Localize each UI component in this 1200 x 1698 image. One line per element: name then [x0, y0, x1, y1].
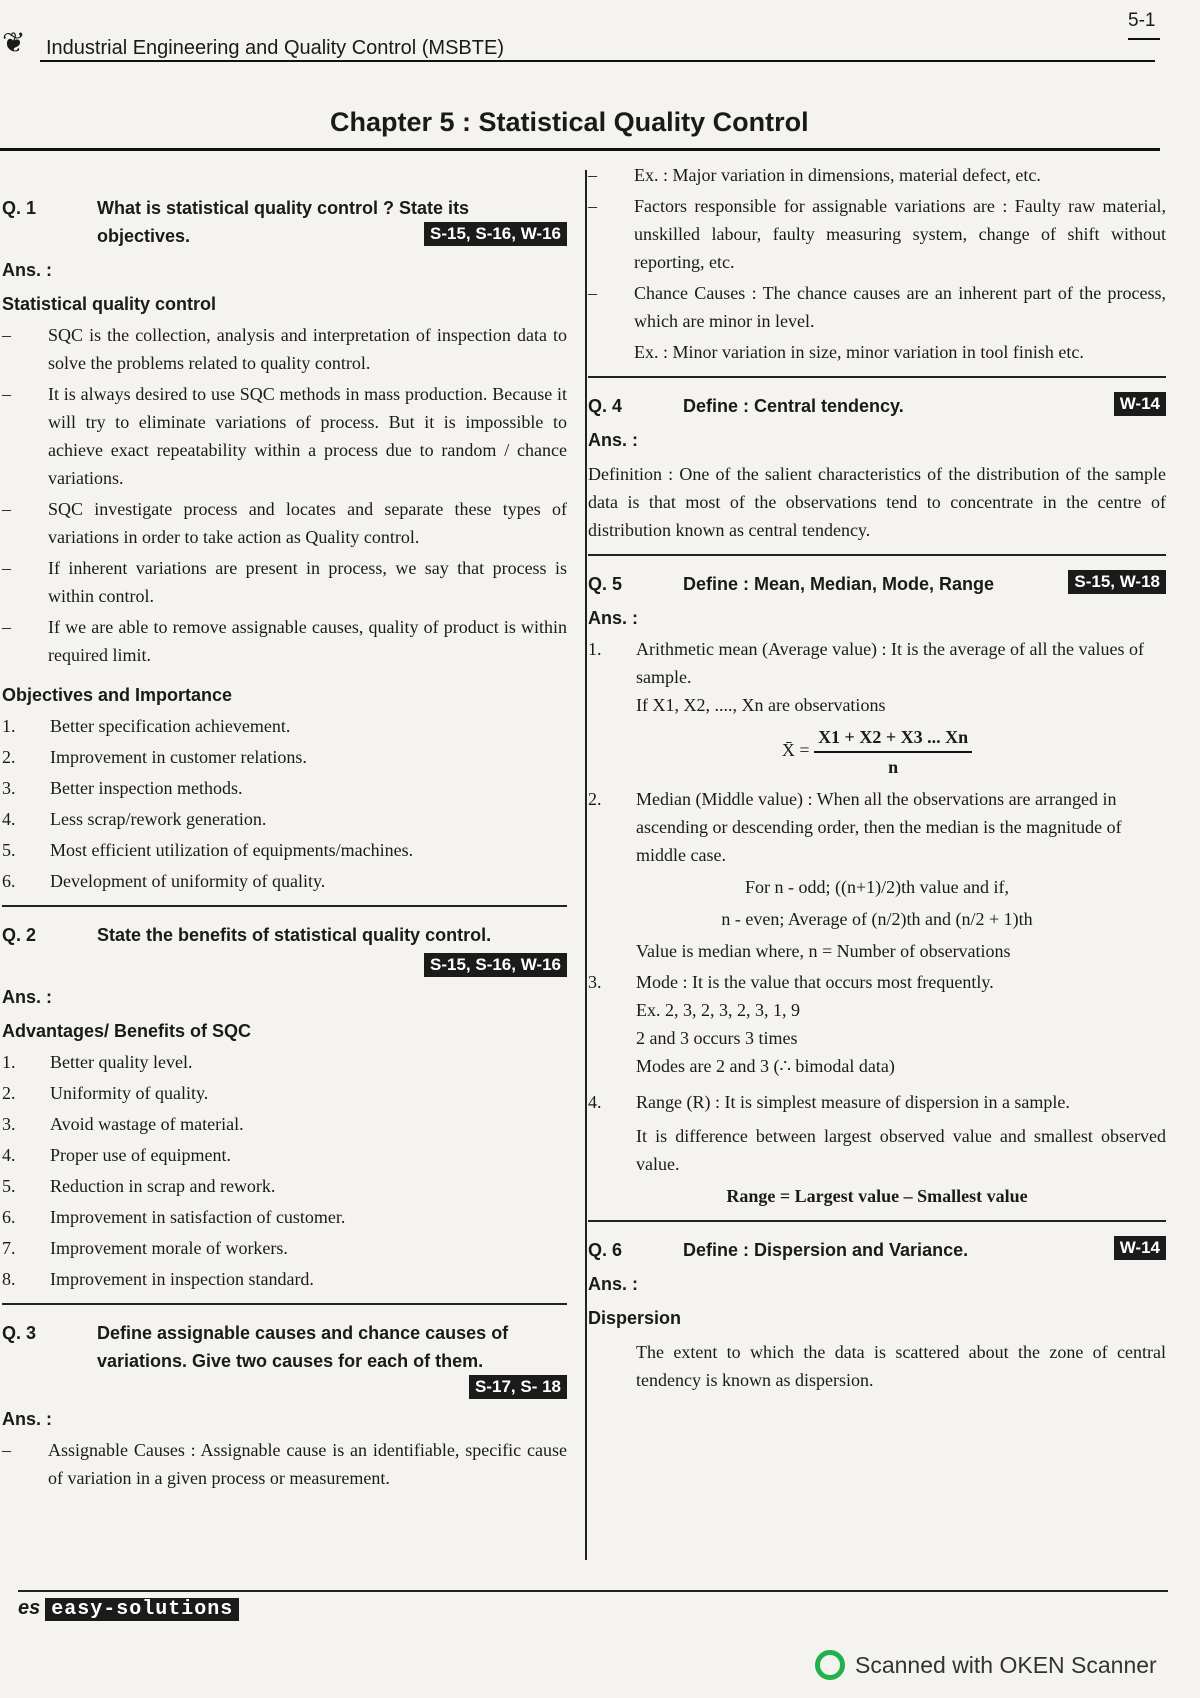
- list-item-text: Assignable Causes : Assignable cause is an identifiable, specific cause of variation in a given process or measurement.: [48, 1440, 567, 1488]
- question-number: Q. 4: [588, 396, 623, 416]
- dispersion-definition: The extent to which the data is scattered about the zone of central tendency is known as dispersion.: [636, 1342, 1166, 1390]
- mode-example: Ex. 2, 3, 2, 3, 2, 3, 1, 9: [636, 1000, 800, 1020]
- question-4: [588, 392, 1166, 420]
- section-rule: [2, 1303, 567, 1305]
- list-item: 6. Improvement in satisfaction of customer.: [2, 1203, 567, 1231]
- right-column: [588, 158, 1166, 1394]
- list-item-text: Range (R) : It is simplest measure of dispersion in a sample.: [636, 1092, 1070, 1112]
- list-item: 4. Range (R) : It is simplest measure of dispersion in a sample.: [588, 1088, 1166, 1116]
- section-rule: [588, 1220, 1166, 1222]
- scanner-watermark: [815, 1650, 1157, 1680]
- question-text: [97, 1319, 567, 1399]
- question-text: [683, 570, 1166, 598]
- exam-badge: S-15, S-16, W-16: [424, 222, 567, 246]
- list-item: 3. Avoid wastage of material.: [2, 1110, 567, 1138]
- publisher-name: easy-solutions: [45, 1598, 239, 1621]
- list-item-text: It is always desired to use SQC methods in mass production. Because it will try to eliminate variations of process. But it is impossible to achieve exact repeatability within a process due to random / chance variations.: [48, 384, 567, 488]
- question-text: State the benefits of statistical quality control.: [97, 925, 492, 945]
- list-item-text: Better inspection methods.: [50, 778, 243, 798]
- list-item: – Ex. : Major variation in dimensions, material defect, etc.: [588, 161, 1166, 189]
- publisher-brand: [18, 1597, 239, 1621]
- question-number: Q. 5: [588, 574, 623, 594]
- exam-badge: W-14: [1114, 392, 1166, 416]
- list-item-text: If we are able to remove assignable causes, quality of product is within required limit.: [48, 617, 567, 665]
- section-rule: [588, 376, 1166, 378]
- list-item-text: Less scrap/rework generation.: [50, 809, 267, 829]
- list-item: – SQC investigate process and locates and separate these types of variations in order to take action as Quality control.: [2, 495, 567, 551]
- list-item: – It is always desired to use SQC methods in mass production. Because it will try to eliminate variations of process. But it is impossible to achieve exact repeatability within a process due to random / chance variations.: [2, 380, 567, 492]
- mean-formula: [588, 723, 1166, 781]
- exam-badge: S-17, S- 18: [469, 1375, 567, 1399]
- list-item: 2. Median (Middle value) : When all the observations are arranged in ascending or descending order, then the median is the magnitude of middle case.: [588, 785, 1166, 869]
- list-item: 2. Improvement in customer relations.: [2, 743, 567, 771]
- list-item: – If inherent variations are present in process, we say that process is within control.: [2, 554, 567, 610]
- list-item-text: Improvement in customer relations.: [50, 747, 307, 767]
- definition-paragraph: Definition : One of the salient characteristics of the distribution of the sample data is that most of the observations tend to concentrate in the centre of distribution known as central tendency.: [588, 464, 1166, 540]
- question-number: Q. 2: [2, 925, 37, 945]
- list-item-text: Better quality level.: [50, 1052, 193, 1072]
- question-1: [2, 194, 567, 250]
- list-item: 1. Arithmetic mean (Average value) : It is the average of all the values of sample.: [588, 635, 1166, 691]
- list-item-text: Most efficient utilization of equipments/machines.: [50, 840, 414, 860]
- list-item: 8. Improvement in inspection standard.: [2, 1265, 567, 1293]
- question-number: Q. 6: [588, 1240, 623, 1260]
- question-text-content: Define : Mean, Median, Mode, Range: [683, 574, 995, 594]
- list-item-text: Arithmetic mean (Average value) : It is the average of all the values of sample.: [636, 639, 1144, 687]
- list-item-text: Factors responsible for assignable variations are : Faulty raw material, unskilled labour, faulty measuring system, change of shift without reporting, etc.: [634, 196, 1166, 272]
- list-item: 7. Improvement morale of workers.: [2, 1234, 567, 1262]
- section-rule: [588, 554, 1166, 556]
- answer-label: Ans. :: [588, 608, 639, 628]
- list-item-text: Improvement in inspection standard.: [50, 1269, 314, 1289]
- answer-label: Ans. :: [2, 260, 53, 280]
- book-title: Industrial Engineering and Quality Control (MSBTE): [46, 37, 504, 59]
- exam-badge: S-15, W-18: [1068, 570, 1166, 594]
- section-heading: Statistical quality control: [2, 294, 217, 314]
- list-item: 5. Reduction in scrap and rework.: [2, 1172, 567, 1200]
- question-6: [588, 1236, 1166, 1264]
- question-text: [683, 1236, 1166, 1264]
- list-item-text: Improvement morale of workers.: [50, 1238, 288, 1258]
- chapter-rule: [0, 148, 1160, 151]
- list-item: – SQC is the collection, analysis and interpretation of inspection data to solve the problems related to quality control.: [2, 321, 567, 377]
- question-text-content: What is statistical quality control ? State its objectives.: [97, 198, 470, 246]
- range-definition: It is difference between largest observed value and smallest observed value.: [636, 1126, 1166, 1174]
- mean-fraction: [814, 723, 972, 781]
- list-item: – If we are able to remove assignable causes, quality of product is within required limit.: [2, 613, 567, 669]
- range-formula: Range = Largest value – Smallest value: [726, 1186, 1028, 1206]
- list-item: – Assignable Causes : Assignable cause is an identifiable, specific cause of variation in a given process or measurement.: [2, 1436, 567, 1492]
- book-logo-icon: ❦: [2, 28, 26, 59]
- list-item-text: Development of uniformity of quality.: [50, 871, 326, 891]
- list-item-text: Better specification achievement.: [50, 716, 291, 736]
- question-text-content: Define assignable causes and chance causes of variations. Give two causes for each of them.: [97, 1323, 509, 1371]
- page-number: 5-1: [1128, 10, 1156, 31]
- list-item: 6. Development of uniformity of quality.: [2, 867, 567, 895]
- list-item-text: Median (Middle value) : When all the observations are arranged in ascending or descending order, then the median is the magnitude of middle case.: [636, 789, 1122, 865]
- list-item: 5. Most efficient utilization of equipments/machines.: [2, 836, 567, 864]
- list-item: 1. Better specification achievement.: [2, 712, 567, 740]
- median-odd-formula: For n - odd; ((n+1)/2)th value and if,: [744, 877, 1010, 897]
- left-column: [2, 180, 567, 1492]
- list-item: 4. Proper use of equipment.: [2, 1141, 567, 1169]
- scanner-text: Scanned with OKEN Scanner: [855, 1651, 1157, 1678]
- question-3: [2, 1319, 567, 1399]
- mode-example: Modes are 2 and 3 (∴ bimodal data): [636, 1056, 895, 1076]
- answer-label: Ans. :: [2, 1409, 53, 1429]
- list-item: – Chance Causes : The chance causes are an inherent part of the process, which are minor in level.: [588, 279, 1166, 335]
- list-item: 1. Better quality level.: [2, 1048, 567, 1076]
- footer-rule: [18, 1590, 1168, 1592]
- scanner-logo-icon: [815, 1650, 845, 1680]
- list-item-text: Ex. : Major variation in dimensions, material defect, etc.: [634, 165, 1041, 185]
- answer-label: Ans. :: [588, 1274, 639, 1294]
- section-heading: Objectives and Importance: [2, 685, 233, 705]
- answer-label: Ans. :: [2, 987, 53, 1007]
- list-item-text: SQC investigate process and locates and separate these types of variations in order to take action as Quality control.: [48, 499, 567, 547]
- list-item-text: Avoid wastage of material.: [50, 1114, 244, 1134]
- list-item: 3. Mode : It is the value that occurs most frequently.: [588, 968, 1166, 996]
- list-item: 3. Better inspection methods.: [2, 774, 567, 802]
- median-even-formula: n - even; Average of (n/2)th and (n/2 + 1)th: [721, 909, 1033, 929]
- mean-numerator: X1 + X2 + X3 ... Xn: [814, 723, 972, 753]
- question-5: [588, 570, 1166, 598]
- question-text: [683, 392, 1166, 420]
- list-item: [588, 338, 1166, 366]
- list-item-text: Improvement in satisfaction of customer.: [50, 1207, 346, 1227]
- list-item: 4. Less scrap/rework generation.: [2, 805, 567, 833]
- question-number: Q. 3: [2, 1323, 37, 1343]
- mean-denominator: n: [888, 757, 899, 777]
- mean-formula-lhs: X̄ =: [781, 740, 810, 761]
- list-item-text: SQC is the collection, analysis and interpretation of inspection data to solve the problems related to quality control.: [48, 325, 567, 373]
- list-item-text: Mode : It is the value that occurs most frequently.: [636, 972, 994, 992]
- list-item-text: Chance Causes : The chance causes are an inherent part of the process, which are minor in level.: [634, 283, 1166, 331]
- list-item-text: Ex. : Minor variation in size, minor variation in tool finish etc.: [634, 342, 1084, 362]
- section-heading: Advantages/ Benefits of SQC: [2, 1021, 252, 1041]
- mode-example: 2 and 3 occurs 3 times: [636, 1028, 798, 1048]
- question-text-content: Define : Dispersion and Variance.: [683, 1240, 969, 1260]
- list-item-text: Proper use of equipment.: [50, 1145, 231, 1165]
- page-number-rule: [1128, 38, 1160, 40]
- list-item-text: Reduction in scrap and rework.: [50, 1176, 276, 1196]
- exam-badge: S-15, S-16, W-16: [424, 953, 567, 977]
- question-text-content: Define : Central tendency.: [683, 396, 904, 416]
- exam-badge: W-14: [1114, 1236, 1166, 1260]
- list-item: – Factors responsible for assignable variations are : Faulty raw material, unskilled labour, faulty measuring system, change of shift without reporting, etc.: [588, 192, 1166, 276]
- section-rule: [2, 905, 567, 907]
- list-item-text: If inherent variations are present in process, we say that process is within control.: [48, 558, 567, 606]
- publisher-logo-es: es: [18, 1597, 41, 1619]
- question-text: [97, 194, 567, 250]
- answer-label: Ans. :: [588, 430, 639, 450]
- header-rule: [40, 60, 1155, 62]
- observation-line: If X1, X2, ...., Xn are observations: [636, 695, 886, 715]
- median-note: Value is median where, n = Number of observations: [636, 941, 1011, 961]
- list-item-text: Uniformity of quality.: [50, 1083, 209, 1103]
- section-heading: Dispersion: [588, 1308, 682, 1328]
- chapter-title: Chapter 5 : Statistical Quality Control: [330, 107, 809, 137]
- question-2: [2, 921, 567, 949]
- question-number: Q. 1: [2, 198, 37, 218]
- column-divider: [585, 170, 587, 1560]
- list-item: 2. Uniformity of quality.: [2, 1079, 567, 1107]
